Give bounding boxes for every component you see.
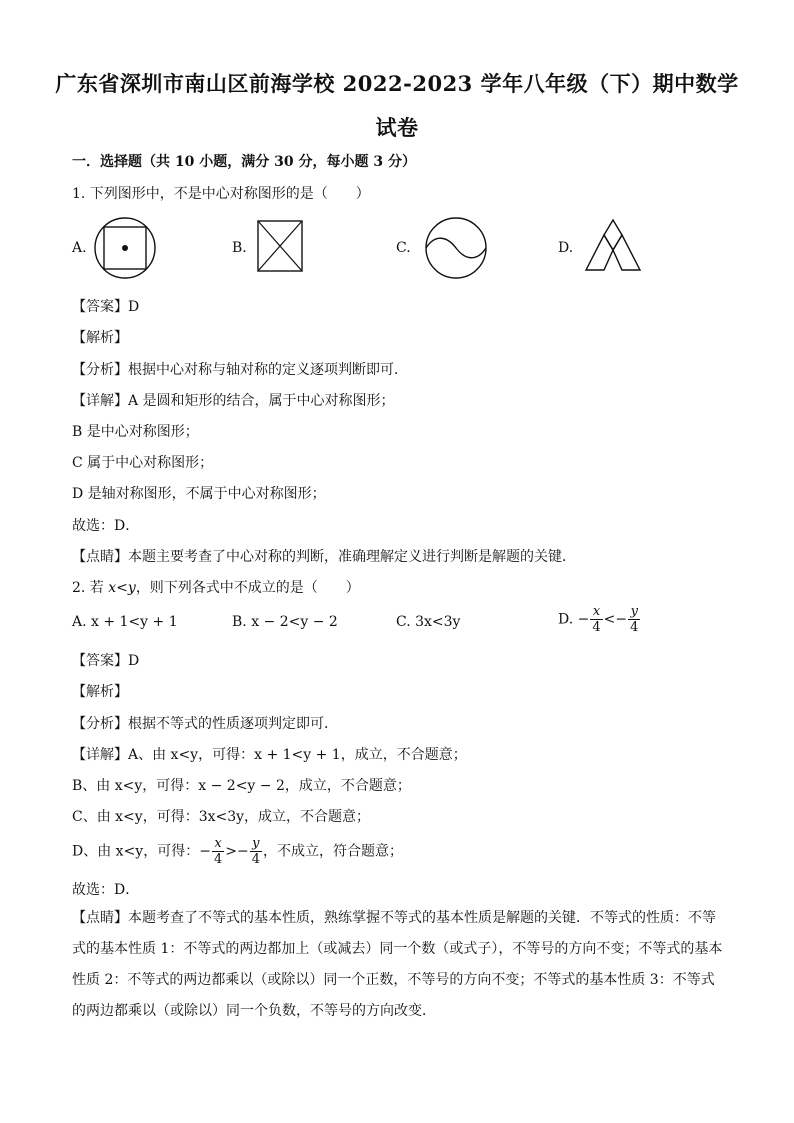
greater-than-sign: > bbox=[225, 843, 237, 860]
q1-stem: 1. 下列图形中，不是中心对称图形的是（ ） bbox=[72, 186, 370, 202]
q2-analysis-label: 【解析】 bbox=[72, 684, 128, 700]
rhombus-right bbox=[613, 235, 640, 270]
less-than-sign: < bbox=[603, 611, 616, 628]
minus-sign: − bbox=[199, 843, 211, 860]
s-curve bbox=[426, 238, 486, 258]
q2-stem-post: ，则下列各式中不成立的是（ ） bbox=[135, 580, 360, 596]
q1-answer: 【答案】D bbox=[72, 299, 140, 315]
q1-line-c: C 属于中心对称图形； bbox=[72, 455, 214, 471]
fraction-numerator: x bbox=[590, 604, 602, 620]
fraction-numerator: y bbox=[628, 604, 640, 620]
q1-figure-d bbox=[582, 216, 644, 276]
q1-fenxi: 【分析】根据中心对称与轴对称的定义逐项判断即可． bbox=[72, 362, 408, 378]
q1-option-b-label: B. bbox=[232, 240, 247, 256]
q2-stem bbox=[72, 577, 360, 597]
rhombus-left bbox=[586, 235, 613, 270]
q2-option-d bbox=[558, 604, 641, 635]
document-title-line1: 广东省深圳市南山区前海学校 2022-2023 学年八年级（下）期中数学 bbox=[55, 71, 739, 96]
minus-sign: − bbox=[615, 611, 628, 628]
section-heading: 一．选择题（共 10 小题，满分 30 分，每小题 3 分） bbox=[72, 154, 416, 170]
fraction-y-over-4 bbox=[250, 836, 262, 867]
q1-option-c-label: C. bbox=[396, 240, 411, 256]
q2-xiangjie: 【详解】A、由 x<y，可得：x + 1<y + 1，成立，不合题意； bbox=[72, 747, 467, 763]
q2-option-c: C. 3x<3y bbox=[396, 614, 461, 630]
q2-line-d-pre: D、由 x<y，可得： bbox=[72, 843, 200, 860]
q2-answer: 【答案】D bbox=[72, 653, 140, 669]
q1-line-d: D 是轴对称图形，不属于中心对称图形； bbox=[72, 486, 326, 502]
q2-line-c: C、由 x<y，可得：3x<3y，成立，不合题意； bbox=[72, 809, 371, 825]
fraction-denominator: 4 bbox=[592, 620, 601, 635]
rhombus-top bbox=[604, 220, 622, 250]
center-dot bbox=[122, 245, 128, 251]
q2-line-d bbox=[72, 836, 403, 867]
fraction-denominator: 4 bbox=[630, 620, 639, 635]
fraction-x-over-4 bbox=[590, 604, 602, 635]
q1-dianjing: 【点睛】本题主要考查了中心对称的判断，准确理解定义进行判断是解题的关键． bbox=[72, 549, 576, 565]
q2-stem-expr: x<y bbox=[108, 580, 136, 596]
q2-stem-pre: 2. 若 bbox=[72, 580, 109, 596]
minus-sign: − bbox=[236, 843, 249, 860]
q2-option-a: A. x + 1<y + 1 bbox=[72, 614, 178, 630]
q2-line-d-post: ，不成立，符合题意； bbox=[262, 843, 403, 860]
q2-option-d-label: D. bbox=[558, 611, 574, 628]
fraction-x-over-4 bbox=[212, 836, 224, 867]
fraction-denominator: 4 bbox=[213, 852, 223, 867]
q2-fenxi: 【分析】根据不等式的性质逐项判定即可． bbox=[72, 716, 338, 732]
q1-option-d-label: D. bbox=[558, 240, 574, 256]
q2-dianjing: 【点睛】本题考查了不等式的基本性质，熟练掌握不等式的基本性质是解题的关键．不等式的性质：不等式的基本性质 1：不等式的两边都加上（或减去）同一个数（或式子），不等号的方向不变；不等式的基本性质 2：不等式的两边都乘以（或除以）同一个正数，不等号的方向不变；不等式的基本性质 3：不等式的两边都乘以（或除以）同一个负数，不等号的方向改变． bbox=[72, 910, 723, 1019]
fraction-numerator: y bbox=[250, 836, 262, 852]
q2-line-b: B、由 x<y，可得：x − 2<y − 2，成立，不合题意； bbox=[72, 778, 411, 794]
q2-option-b: B. x − 2<y − 2 bbox=[232, 614, 338, 630]
document-title-line2: 试卷 bbox=[375, 115, 419, 140]
q1-figure-c bbox=[423, 216, 489, 280]
q1-figure-b bbox=[256, 219, 304, 273]
fraction-y-over-4 bbox=[628, 604, 640, 635]
q1-figure-a bbox=[92, 216, 158, 280]
q1-analysis-label: 【解析】 bbox=[72, 330, 128, 346]
q1-xiangjie: 【详解】A 是圆和矩形的结合，属于中心对称图形； bbox=[72, 393, 395, 409]
fraction-denominator: 4 bbox=[251, 852, 260, 867]
q1-choose: 故选：D． bbox=[72, 518, 140, 534]
q1-option-a-label: A. bbox=[72, 240, 87, 256]
minus-sign: − bbox=[577, 611, 590, 628]
q1-line-b: B 是中心对称图形； bbox=[72, 424, 199, 440]
q2-choose: 故选：D． bbox=[72, 882, 140, 898]
fraction-numerator: x bbox=[212, 836, 224, 852]
